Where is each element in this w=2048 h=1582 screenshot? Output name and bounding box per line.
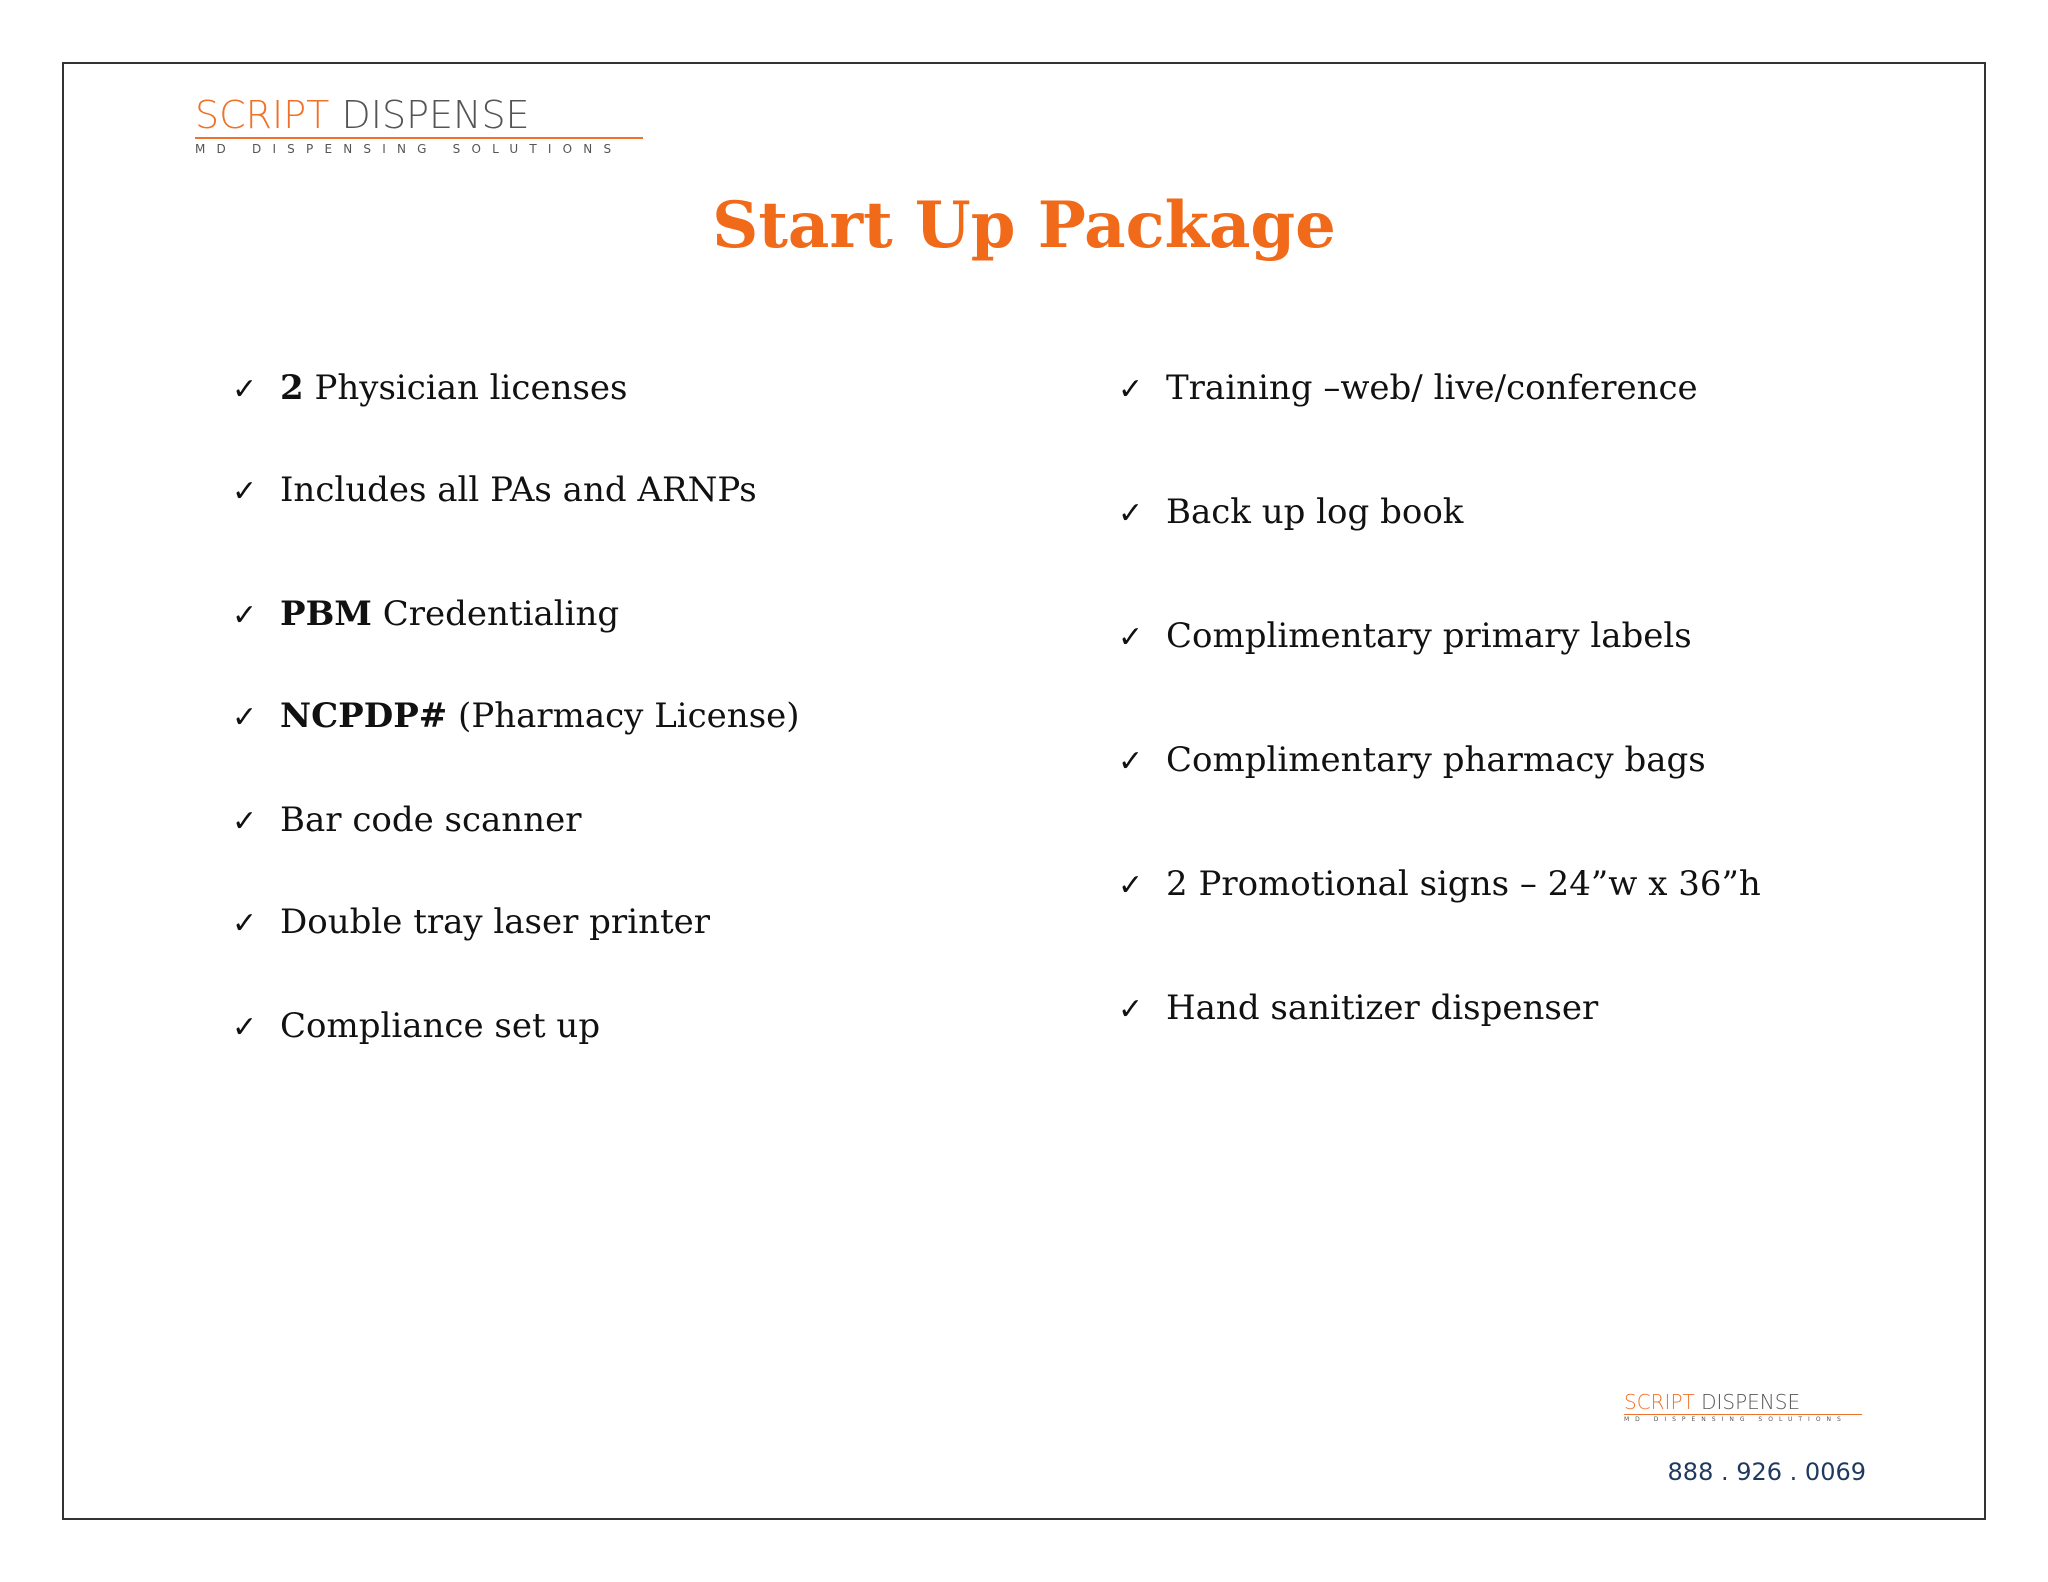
list-item: ✓ Training –web/ live/conference xyxy=(1118,368,1698,408)
check-icon: ✓ xyxy=(1118,868,1144,903)
list-item: ✓ Bar code scanner xyxy=(232,800,582,840)
check-icon: ✓ xyxy=(232,372,258,407)
logo-tagline: MD DISPENSING SOLUTIONS xyxy=(1624,1416,1847,1423)
list-item: ✓ Compliance set up xyxy=(232,1006,601,1046)
list-item: ✓ Double tray laser printer xyxy=(232,902,710,942)
list-item: ✓ PBM Credentialing xyxy=(232,594,620,634)
check-icon: ✓ xyxy=(232,700,258,735)
logo-rule xyxy=(195,137,643,139)
page-title: Start Up Package xyxy=(712,188,1336,263)
list-item: ✓ Complimentary primary labels xyxy=(1118,616,1692,656)
footer-logo xyxy=(1624,1392,1864,1423)
check-icon: ✓ xyxy=(1118,620,1144,655)
list-item: ✓ Back up log book xyxy=(1118,492,1464,532)
list-item: ✓ Hand sanitizer dispenser xyxy=(1118,988,1599,1028)
check-icon: ✓ xyxy=(232,906,258,941)
list-item: ✓ 2 Physician licenses xyxy=(232,368,628,408)
logo-rule xyxy=(1624,1414,1862,1415)
check-icon: ✓ xyxy=(1118,744,1144,779)
check-icon: ✓ xyxy=(1118,992,1144,1027)
logo-tagline: MD DISPENSING SOLUTIONS xyxy=(195,142,623,156)
check-icon: ✓ xyxy=(232,474,258,509)
check-icon: ✓ xyxy=(1118,496,1144,531)
header-logo xyxy=(195,93,645,156)
check-icon: ✓ xyxy=(1118,372,1144,407)
check-icon: ✓ xyxy=(232,804,258,839)
list-item: ✓ NCPDP# (Pharmacy License) xyxy=(232,696,800,736)
page-frame xyxy=(62,62,1986,1520)
check-icon: ✓ xyxy=(232,598,258,633)
logo-wordmark: SCRIPT DISPENSE xyxy=(195,93,530,137)
phone-number: 888 . 926 . 0069 xyxy=(1667,1458,1866,1486)
check-icon: ✓ xyxy=(232,1010,258,1045)
logo-wordmark: SCRIPT DISPENSE xyxy=(1624,1390,1801,1414)
list-item: ✓ Complimentary pharmacy bags xyxy=(1118,740,1706,780)
list-item: ✓ Includes all PAs and ARNPs xyxy=(232,470,757,510)
list-item: ✓ 2 Promotional signs – 24”w x 36”h xyxy=(1118,864,1761,904)
